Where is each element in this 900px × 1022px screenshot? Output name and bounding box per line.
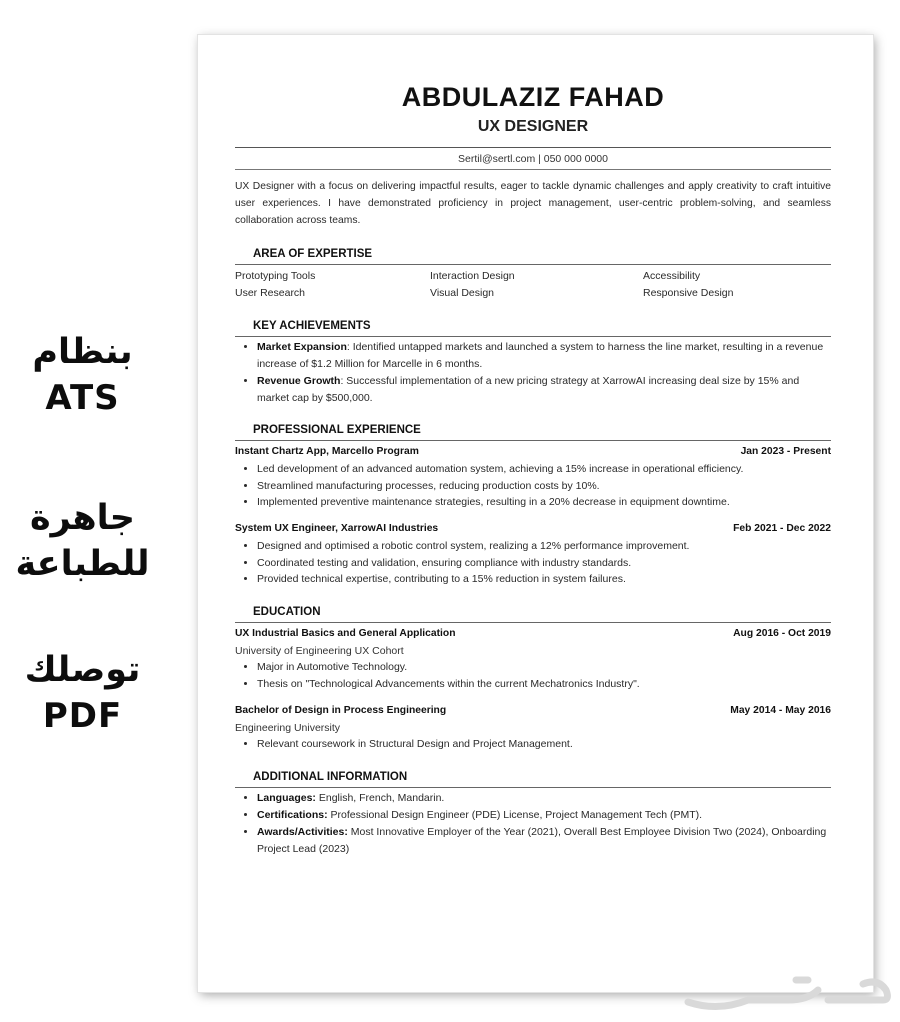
skill-item: Accessibility: [643, 270, 701, 283]
education-bullets: [235, 736, 831, 753]
education-bullet: • Thesis on "Technological Advancements within the current Mechatronics Industry".: [257, 676, 831, 693]
degree-dates: May 2014 - May 2016: [730, 705, 831, 717]
job-header: [235, 521, 831, 537]
job-bullet: • Coordinated testing and validation, ensuring compliance with industry standards.: [257, 555, 831, 572]
haraj-watermark-logo: [678, 966, 898, 1016]
skill-item: Prototyping Tools: [235, 270, 316, 283]
job-header: [235, 444, 831, 460]
experience-heading: PROFESSIONAL EXPERIENCE: [235, 422, 831, 441]
achievement-label: Market Expansion: [257, 341, 347, 354]
resume-name: ABDULAZIZ FAHAD: [401, 82, 665, 112]
additional-item: [257, 790, 831, 807]
achievement-item: [257, 339, 831, 373]
expertise-grid: [235, 268, 831, 302]
print-arabic-line-1: جاهرة: [29, 498, 136, 538]
skill-item: Responsive Design: [643, 287, 734, 300]
print-ready-label: [0, 496, 165, 587]
school-name: Engineering University: [235, 721, 341, 734]
skill-item: Interaction Design: [430, 270, 515, 283]
additional-item: [257, 824, 831, 858]
resume-title: UX DESIGNER: [477, 118, 589, 136]
additional-label: Awards/Activities:: [257, 825, 348, 838]
additional-item: [257, 807, 831, 824]
ats-label: [0, 330, 165, 420]
education-bullet: • Major in Automotive Technology.: [257, 659, 831, 676]
skill-item: User Research: [235, 287, 306, 300]
job-dates: Feb 2021 - Dec 2022: [733, 523, 831, 535]
pdf-english-text: PDF: [42, 695, 123, 736]
degree-dates: Aug 2016 - Oct 2019: [733, 628, 831, 640]
achievements-list: [235, 339, 831, 406]
achievement-label: Revenue Growth: [257, 374, 341, 387]
watermark-icon: [678, 966, 898, 1016]
ats-arabic-text: بنظام: [32, 332, 133, 372]
additional-text: English, French, Mandarin.: [315, 792, 445, 805]
additional-text: Professional Design Engineer (PDE) License, Project Management Tech (PMT).: [327, 809, 703, 822]
additional-label: Languages:: [257, 792, 316, 805]
school-name: University of Engineering UX Cohort: [235, 644, 404, 657]
job-bullet: • Designed and optimised a robotic control system, realizing a 12% performance improvement.: [257, 538, 831, 555]
additional-text: Most Innovative Employer of the Year (2021), Overall Best Employee Division Two (2024), Onboarding Project Lead (2023): [257, 825, 827, 855]
additional-heading: ADDITIONAL INFORMATION: [235, 769, 831, 788]
job-bullet: • Streamlined manufacturing processes, reducing production costs by 10%.: [257, 478, 831, 495]
expertise-heading: AREA OF EXPERTISE: [235, 246, 831, 265]
job-dates: Jan 2023 - Present: [740, 446, 831, 458]
degree-name: UX Industrial Basics and General Application: [235, 628, 456, 640]
print-arabic-line-2: للطباعة: [15, 543, 150, 584]
pdf-arabic-text: توصلك: [24, 650, 141, 690]
education-bullets: [235, 659, 831, 693]
achievement-item: [257, 373, 831, 407]
job-bullets: [235, 538, 831, 588]
job-bullets: [235, 461, 831, 511]
education-header: [235, 626, 831, 642]
achievement-text: : Successful implementation of a new pricing strategy at XarrowAI increasing deal size by 15% and market cap by $500,000.: [257, 374, 800, 404]
job-bullet: • Implemented preventive maintenance strategies, resulting in a 20% decrease in equipment downtime.: [257, 494, 831, 511]
education-header: [235, 703, 831, 719]
education-heading: EDUCATION: [235, 604, 831, 623]
degree-name: Bachelor of Design in Process Engineering: [235, 705, 447, 717]
job-bullet: • Led development of an advanced automation system, achieving a 15% increase in operational efficiency.: [257, 461, 831, 478]
additional-label: Certifications:: [257, 809, 328, 822]
header-divider: [235, 147, 831, 148]
achievements-heading: KEY ACHIEVEMENTS: [235, 318, 831, 337]
additional-list: [235, 790, 831, 857]
pdf-label: [0, 648, 165, 738]
resume-page: [198, 35, 873, 992]
job-role: System UX Engineer, XarrowAI Industries: [235, 523, 439, 535]
contact-line: Sertil@sertl.com | 050 000 0000: [458, 152, 608, 165]
contact-divider: [235, 169, 831, 170]
summary-paragraph: UX Designer with a focus on delivering impactful results, eager to tackle dynamic challenges and apply creativity to craft intuitive user experiences. I have demonstrated proficiency in project management, user-centric problem-solving, and seamless collaboration across teams.: [235, 181, 831, 227]
job-role: Instant Chartz App, Marcello Program: [235, 446, 419, 458]
skill-item: Visual Design: [430, 287, 495, 300]
ats-english-text: ATS: [45, 377, 120, 418]
education-bullet: • Relevant coursework in Structural Design and Project Management.: [257, 736, 831, 753]
achievement-text: : Identified untapped markets and launched a system to harness the line market, resulting in a revenue increase of $1.2 Million for Marcelle in 6 months.: [257, 341, 824, 370]
job-bullet: • Provided technical expertise, contributing to a 15% reduction in system failures.: [257, 571, 831, 588]
